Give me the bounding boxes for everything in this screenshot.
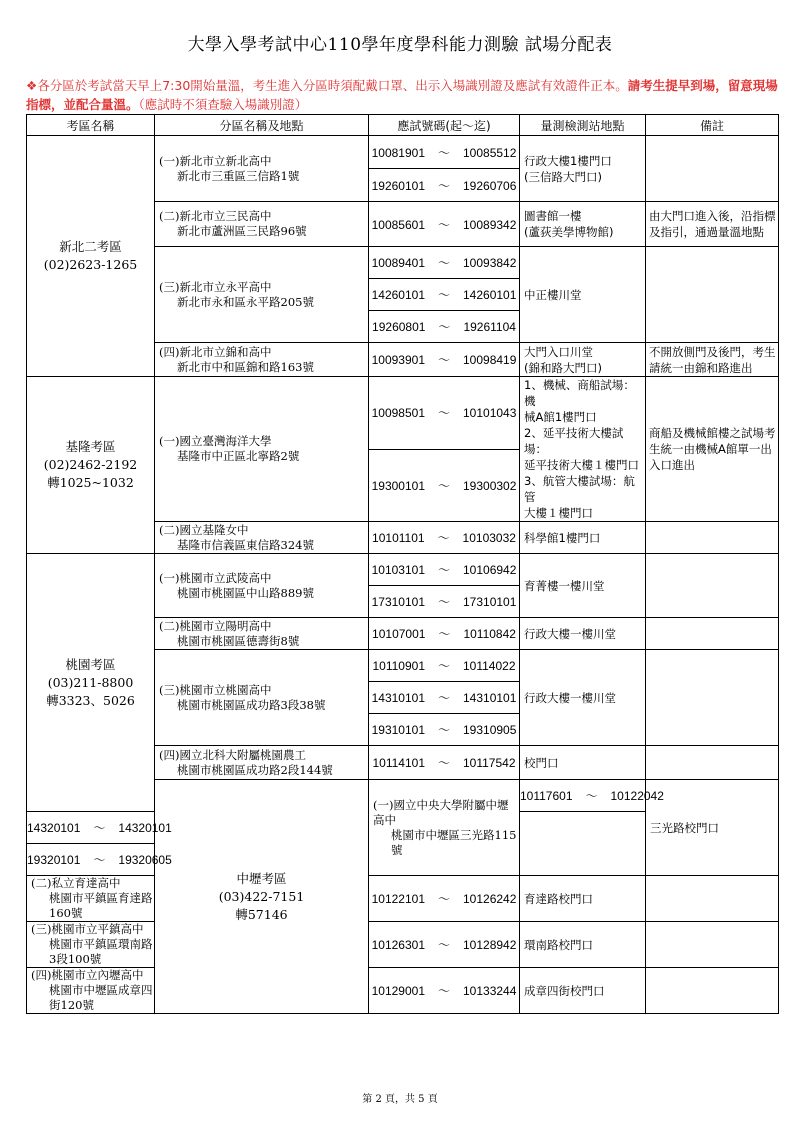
- venue-name: (四)國立北科大附屬桃園農工: [159, 747, 306, 762]
- venue-name: (三)新北市立永平高中: [159, 279, 272, 294]
- venue-name: (一)新北市立新北高中: [159, 153, 272, 168]
- table-row: [27, 554, 779, 586]
- venue-cell: [155, 618, 369, 650]
- location-cell: 大門入口川堂 (錦和路大門口): [520, 343, 646, 377]
- region-phone: (02)2623-1265: [43, 257, 138, 272]
- venue-name: (三)桃園市立平鎮高中: [31, 922, 144, 936]
- range-cell: 10114101 ～ 10117542: [369, 746, 520, 780]
- venue-address: 桃園市平鎮區育達路160號: [49, 891, 153, 920]
- region-phone: (02)2462-2192: [43, 457, 138, 472]
- location-cell: 行政大樓一樓川堂: [520, 650, 646, 746]
- header-venue: 分區名稱及地點: [155, 115, 369, 136]
- range-cell: 10093901 ～ 10098419: [369, 343, 520, 377]
- location-cell: 圖書館一樓 (蘆荻美學博物館): [520, 202, 646, 247]
- region-ext: 轉57146: [235, 906, 288, 922]
- notice-tail: （應試時不須查驗入場識別證）: [138, 97, 308, 112]
- region-cell: [27, 136, 155, 377]
- venue-name: (二)桃園市立陽明高中: [159, 618, 272, 633]
- venue-cell: [155, 202, 369, 247]
- venue-address: 桃園市桃園區成功路3段38號: [177, 697, 326, 712]
- venue-address: 新北市蘆洲區三民路96號: [177, 224, 307, 238]
- venue-address: 桃園市平鎮區環南路3段100號: [49, 937, 153, 966]
- header-check-location: 量測檢測站地點: [520, 115, 646, 136]
- venue-name: (一)國立中央大學附屬中壢高中: [373, 797, 509, 827]
- note-cell: 商船及機械館樓之試場考 生統一由機械A館單一出 入口進出: [646, 377, 779, 522]
- venue-cell: [27, 922, 155, 968]
- venue-address: 新北市三重區三信路1號: [177, 168, 300, 183]
- note-cell: [646, 876, 779, 922]
- region-name: 新北二考區: [59, 239, 122, 254]
- venue-cell: [155, 522, 369, 554]
- venue-name: (一)國立臺灣海洋大學: [159, 434, 272, 448]
- note-cell: [646, 968, 779, 1014]
- range-cell: 19260101 ～ 19260706: [369, 169, 520, 202]
- range-cell: 14320101 ～ 14320101: [27, 812, 155, 844]
- location-cell: 校門口: [520, 746, 646, 780]
- venue-address: 新北市中和區錦和路163號: [177, 359, 314, 374]
- range-cell: 19300101 ～ 19300302: [369, 449, 520, 522]
- venue-cell: [369, 780, 520, 876]
- note-cell: 由大門口進入後，沿指標 及指引，通過量溫地點: [646, 202, 779, 247]
- note-cell: [646, 247, 779, 343]
- region-cell: [155, 780, 369, 1014]
- header-notes: 備註: [646, 115, 779, 136]
- page-footer: 第 2 頁，共 5 頁: [362, 1094, 438, 1105]
- location-cell: 中正樓川堂: [520, 247, 646, 343]
- venue-address: 桃園市中壢區三光路115號: [391, 827, 517, 857]
- location-cell: 科學館1樓門口: [520, 522, 646, 554]
- location-cell: 育菁樓一樓川堂: [520, 554, 646, 618]
- note-cell: [646, 922, 779, 968]
- range-cell: 19320101 ～ 19320605: [27, 844, 155, 876]
- region-cell: [27, 554, 155, 812]
- range-cell: 10110901 ～ 10114022: [369, 650, 520, 682]
- page-title: 大學入學考試中心110學年度學科能力測驗 試場分配表: [187, 35, 613, 55]
- location-cell: 三光路校門口: [646, 780, 779, 876]
- notice: [26, 76, 778, 114]
- venue-address: 桃園市中壢區成章四街120號: [49, 983, 153, 1012]
- location-cell: 1、機械、商船試場：機 械A館1樓門口 2、延平技術大樓試場： 延平技術大樓１樓門口 3、航管大樓試場：航管 大樓１樓門口: [520, 377, 646, 522]
- venue-cell: [155, 343, 369, 377]
- range-cell: 10081901 ～ 10085512: [369, 136, 520, 169]
- note-cell: [646, 554, 779, 618]
- venue-name: (一)桃園市立武陵高中: [159, 570, 272, 585]
- venue-cell: [155, 554, 369, 618]
- range-cell: 10085601 ～ 10089342: [369, 202, 520, 247]
- table-row: [27, 876, 779, 922]
- location-cell: 行政大樓一樓川堂: [520, 618, 646, 650]
- location-cell: 環南路校門口: [520, 922, 646, 968]
- note-cell: [646, 522, 779, 554]
- venue-address: 新北市永和區永平路205號: [177, 294, 314, 309]
- notice-emphasis: 請考生提早到場，留意現場指標，並配合量溫。: [26, 78, 778, 112]
- header-region: 考區名稱: [27, 115, 155, 136]
- note-cell: [646, 746, 779, 780]
- range-cell: 14310101 ～ 14310101: [369, 682, 520, 714]
- venue-cell: [155, 136, 369, 202]
- exam-site-table: [26, 114, 779, 1014]
- notice-bullet-icon: ❖: [26, 78, 38, 93]
- venue-name: (四)桃園市立內壢高中: [31, 968, 144, 982]
- venue-address: 桃園市桃園區德壽街8號: [177, 633, 300, 648]
- range-cell: 10107001 ～ 10110842: [369, 618, 520, 650]
- venue-name: (二)國立基隆女中: [159, 522, 249, 537]
- venue-address: 基隆市中正區北寧路2號: [177, 449, 300, 463]
- note-cell: [646, 136, 779, 202]
- range-cell: 10126301 ～ 10128942: [369, 922, 520, 968]
- table-row: [27, 922, 779, 968]
- range-cell: 14260101 ～ 14260101: [369, 279, 520, 311]
- table-row: [27, 377, 779, 450]
- table-row: [27, 968, 779, 1014]
- range-cell: 17310101 ～ 17310101: [369, 586, 520, 618]
- region-phone: (03)211-8800: [47, 674, 134, 690]
- note-cell: [646, 618, 779, 650]
- region-phone: (03)422-7151: [218, 888, 305, 904]
- region-cell: [27, 377, 155, 554]
- note-cell: [646, 650, 779, 746]
- range-cell: 10098501 ～ 10101043: [369, 377, 520, 450]
- location-cell: 育達路校門口: [520, 876, 646, 922]
- venue-cell: [155, 650, 369, 746]
- region-name: 中壢考區: [236, 870, 287, 886]
- range-cell: 10101101 ～ 10103032: [369, 522, 520, 554]
- venue-name: (三)桃園市立桃園高中: [159, 682, 272, 697]
- venue-name: (二)新北市立三民高中: [159, 209, 272, 223]
- header-range: 應試號碼(起～迄): [369, 115, 520, 136]
- range-cell: 10117601 ～ 10122042: [520, 780, 646, 812]
- region-name: 基隆考區: [65, 439, 116, 454]
- venue-cell: [155, 247, 369, 343]
- table-header-row: [27, 115, 779, 136]
- region-name: 桃園考區: [65, 656, 116, 672]
- venue-cell: [155, 746, 369, 780]
- range-cell: 10103101 ～ 10106942: [369, 554, 520, 586]
- note-cell: 不開放側門及後門，考生 請統一由錦和路進出: [646, 343, 779, 377]
- venue-address: 基隆市信義區東信路324號: [177, 537, 314, 552]
- venue-name: (二)私立育達高中: [31, 876, 121, 890]
- table-row: [27, 136, 779, 169]
- region-ext: 轉1025~1032: [47, 475, 134, 490]
- venue-cell: [155, 377, 369, 522]
- range-cell: 10129001 ～ 10133244: [369, 968, 520, 1014]
- venue-address: 桃園市桃園區成功路2段144號: [177, 762, 333, 777]
- range-cell: 10089401 ～ 10093842: [369, 247, 520, 279]
- range-cell: 19260801 ～ 19261104: [369, 311, 520, 343]
- venue-address: 桃園市桃園區中山路889號: [177, 585, 314, 600]
- venue-cell: [27, 968, 155, 1014]
- location-cell: 行政大樓1樓門口 (三信路大門口): [520, 136, 646, 202]
- notice-text: 各分區於考試當天早上7:30開始量溫，考生進入分區時須配戴口罩、出示入場識別證及應試有效證件正本。: [37, 78, 628, 93]
- region-ext: 轉3323、5026: [46, 692, 135, 708]
- range-cell: 10122101 ～ 10126242: [369, 876, 520, 922]
- venue-name: (四)新北市立錦和高中: [159, 344, 272, 359]
- location-cell: 成章四街校門口: [520, 968, 646, 1014]
- venue-cell: [27, 876, 155, 922]
- range-cell: 19310101 ～ 19310905: [369, 714, 520, 746]
